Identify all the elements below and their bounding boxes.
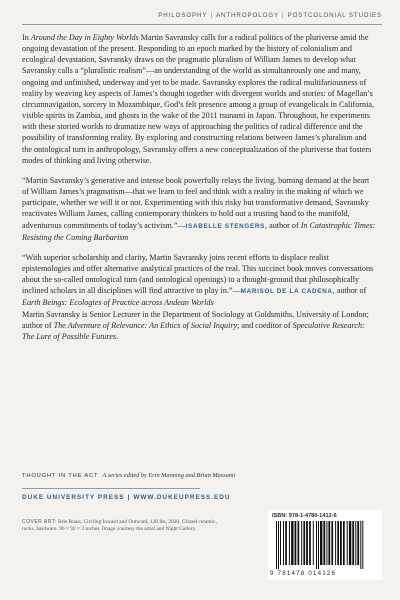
barcode-bar xyxy=(298,521,300,565)
barcode-bar xyxy=(285,521,287,565)
barcode-bar xyxy=(313,521,314,565)
barcode-bar xyxy=(352,521,354,565)
quote-affiliation: , author of xyxy=(265,220,301,230)
barcode-bar xyxy=(280,521,281,565)
book-description xyxy=(22,32,378,166)
series-name: THOUGHT IN THE ACT xyxy=(22,473,99,479)
barcode-bar xyxy=(343,521,345,565)
barcode-bar xyxy=(276,521,277,569)
barcode-bar xyxy=(335,521,336,565)
top-divider xyxy=(22,24,382,25)
barcode-bar xyxy=(331,521,333,565)
description-prefix: In xyxy=(22,33,31,42)
barcode-bar xyxy=(309,521,311,565)
barcode-bar xyxy=(283,521,284,565)
bio-text: Martin Savransky is Senior Lecturer in the Department of Sociology at Goldsmiths, University of London; author of xyxy=(22,309,369,330)
subject-label: POSTCOLONIAL STUDIES xyxy=(287,12,382,19)
quote-author: ISABELLE STENGERS xyxy=(185,222,266,230)
barcode-bar xyxy=(360,521,361,569)
bio-text: . xyxy=(116,331,119,341)
subject-separator: | xyxy=(282,12,285,19)
barcode-image xyxy=(272,521,378,569)
blurb-quote xyxy=(22,252,378,309)
quote-work: Earth Beings: Ecologies of Practice across Andean Worlds xyxy=(22,298,214,308)
subject-label: ANTHROPOLOGY xyxy=(215,12,280,19)
barcode-number: 9 781478 014126 xyxy=(270,570,337,577)
barcode-bar xyxy=(316,521,317,569)
author-bio xyxy=(22,309,378,342)
cover-art-credit xyxy=(22,519,227,533)
cover-art-label: COVER ART: xyxy=(22,519,57,525)
barcode-bar xyxy=(362,521,363,569)
bio-text: ; and coeditor of xyxy=(237,320,293,330)
barcode-bar xyxy=(320,521,322,565)
quote-text: “Martin Savransky’s generative and intense book powerfully relays the living, burning demand at the heart of William James’s pragmatism—that we learn to feel and think with a reality in the making of which we participate, whether we will it or not. Experimenting with this risky but transformative demand, Savransky reactivates William James, calling contemporary thinkers to hold out a trusting hand to the manifold, adventurous commitments of today’s activism.” xyxy=(22,175,370,230)
subject-categories xyxy=(158,12,382,19)
cover-art-text: Brie Ruais, Circling Inward and Outward, 128 lbs, 2020. Glazed ceramic, rocks, hardware. 96 × 92 × 3 inches. Image courtesy the artist and Night Gallery. xyxy=(22,519,217,533)
barcode-panel xyxy=(268,510,382,580)
quote-affiliation: , author of xyxy=(332,286,367,296)
barcode-bar xyxy=(349,521,351,565)
barcode-bar xyxy=(278,521,279,569)
quote-text: “With superior scholarship and clarity, Martin Savransky joins recent efforts to displace realist epistemologies and offer alternative analytical practices of the real. This succinct book moves conversations about the so-called ontological turn (and ontological openings) to a thought-ground that philosophically inclined scholars in all disciplines will find attractive to play in.” xyxy=(22,252,374,296)
isbn-label: ISBN: 978-1-4780-1412-6 xyxy=(272,513,337,519)
cover-copy xyxy=(22,32,378,342)
barcode-bar xyxy=(318,521,319,569)
publisher-divider xyxy=(22,488,200,489)
barcode-bar xyxy=(355,521,356,565)
barcode-bar xyxy=(295,521,297,565)
blurb-quote xyxy=(22,175,378,243)
quote-author: MARISOL DE LA CADENA xyxy=(240,288,333,296)
description-body: Martin Savransky calls for a radical politics of the pluriverse amid the ongoing devastation of the present. Responding to an epoch marked by the history of colonialism and ecological devastation, Savransky draws on the pragmatic pluralism of William James to develop what Savransky calls a “pluralistic realism”—an understanding of the world as simultaneously one and many, ongoing and unfinished, underway and yet to be made. Savransky explores the radical multifariousness of reality by weaving key aspects of James’s thought together with divergent worlds and stories: of Magellan’s circumnavigation, sorcery in Mozambique, God’s felt presence among a group of evangelicals in California, visible spirits in Zambia, and ghosts in the wake of the 2011 tsunami in Japan. Throughout, he experiments with these storied worlds to dramatize new ways of approaching the politics of radical difference and the possibility of transforming reality. By exploring and constructing relations between James’s pluralism and the ontological turn in anthropology, Savransky offers a new conceptualization of the pluriverse that fosters modes of thinking and living otherwise. xyxy=(22,33,374,165)
book-title: Around the Day in Eighty Worlds xyxy=(30,33,139,42)
barcode-bar xyxy=(289,521,290,565)
quote-dash: — xyxy=(177,220,186,230)
barcode-bar xyxy=(291,521,293,565)
barcode-bar xyxy=(340,521,342,565)
barcode-bar xyxy=(347,521,348,565)
subject-label: PHILOSOPHY xyxy=(158,12,208,19)
publisher-name: DUKE UNIVERSITY PRESS xyxy=(22,494,125,501)
publisher-line xyxy=(22,494,231,501)
barcode-bar xyxy=(357,521,359,565)
barcode-bar xyxy=(337,521,339,565)
barcode-bar xyxy=(301,521,302,565)
series-editors: A series edited by Erin Manning and Brian Massumi xyxy=(102,472,236,479)
subject-separator: | xyxy=(210,12,213,19)
barcode-bar xyxy=(306,521,308,565)
barcode-bar xyxy=(323,521,325,565)
barcode-bar xyxy=(328,521,330,565)
quote-work: In Catastrophic Times: Resisting the Coming Barbarism xyxy=(22,220,376,242)
publisher-url[interactable]: WWW.DUKEUPRESS.EDU xyxy=(133,494,231,501)
bio-work: Speculative Research: The Lure of Possible Futures xyxy=(22,320,365,341)
series-line xyxy=(22,472,235,479)
barcode-bar xyxy=(326,521,327,565)
quote-dash: — xyxy=(232,286,241,296)
bio-work: The Adventure of Relevance: An Ethics of Social Inquiry xyxy=(53,320,238,330)
barcode-bar xyxy=(303,521,305,565)
publisher-separator: | xyxy=(127,494,131,501)
